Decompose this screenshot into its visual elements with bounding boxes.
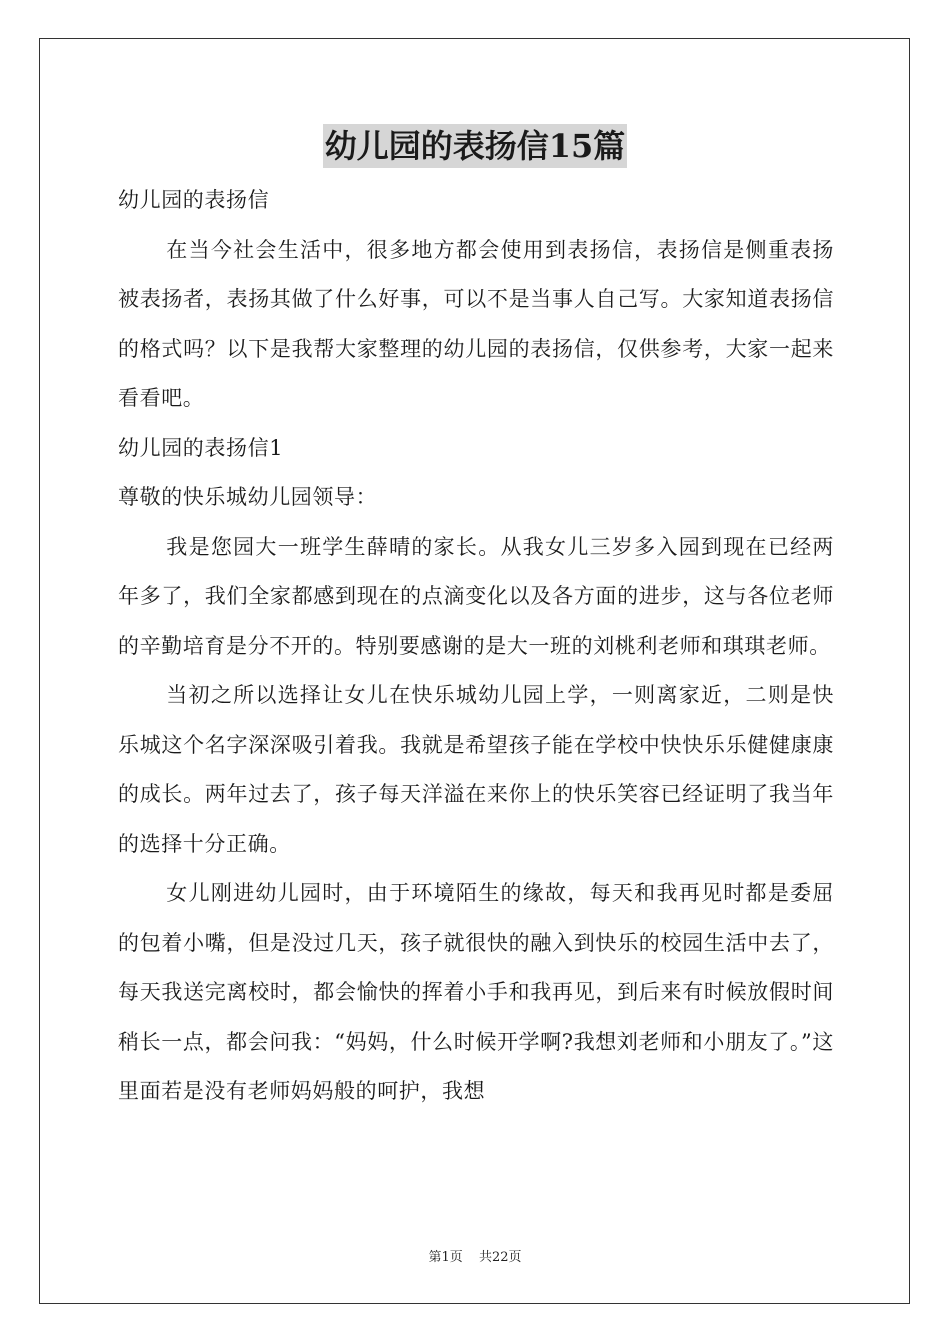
page-total: 共22页 bbox=[478, 1250, 522, 1265]
title-block bbox=[0, 124, 950, 168]
subtitle: 幼儿园的表扬信 bbox=[118, 188, 270, 212]
letter-paragraph: 我是您园大一班学生薛晴的家长。从我女儿三岁多入园到现在已经两年多了，我们全家都感到现在的点滴变化以及各方面的进步，这与各位老师的辛勤培育是分不开的。特别要感谢的是大一班的刘桃利老师和琪琪老师。 bbox=[118, 534, 834, 658]
letter-paragraph: 当初之所以选择让女儿在快乐城幼儿园上学，一则离家近，二则是快乐城这个名字深深吸引着我。我就是希望孩子能在学校中快快乐乐健健康康的成长。两年过去了，孩子每天洋溢在来你上的快乐笑容已经证明了我当年的选择十分正确。 bbox=[118, 683, 834, 856]
document-body bbox=[118, 176, 834, 1117]
document-title: 幼儿园的表扬信15篇 bbox=[323, 124, 628, 168]
intro-paragraph: 在当今社会生活中，很多地方都会使用到表扬信，表扬信是侧重表扬被表扬者，表扬其做了什么好事，可以不是当事人自己写。大家知道表扬信的格式吗？以下是我帮大家整理的幼儿园的表扬信，仅供参考，大家一起来看看吧。 bbox=[118, 237, 834, 410]
letter-heading: 幼儿园的表扬信1 bbox=[118, 435, 284, 460]
letter-paragraph: 女儿刚进幼儿园时，由于环境陌生的缘故，每天和我再见时都是委屈的包着小嘴，但是没过几天，孩子就很快的融入到快乐的校园生活中去了，每天我送完离校时，都会愉快的挥着小手和我再见，到后来有时候放假时间稍长一点，都会问我：“妈妈，什么时候开学啊?我想刘老师和小朋友了。”这里面若是没有老师妈妈般的呵护，我想 bbox=[118, 881, 834, 1103]
page-footer bbox=[0, 1246, 950, 1265]
page-number: 第1页 bbox=[428, 1250, 463, 1265]
letter-salutation: 尊敬的快乐城幼儿园领导： bbox=[118, 485, 378, 509]
